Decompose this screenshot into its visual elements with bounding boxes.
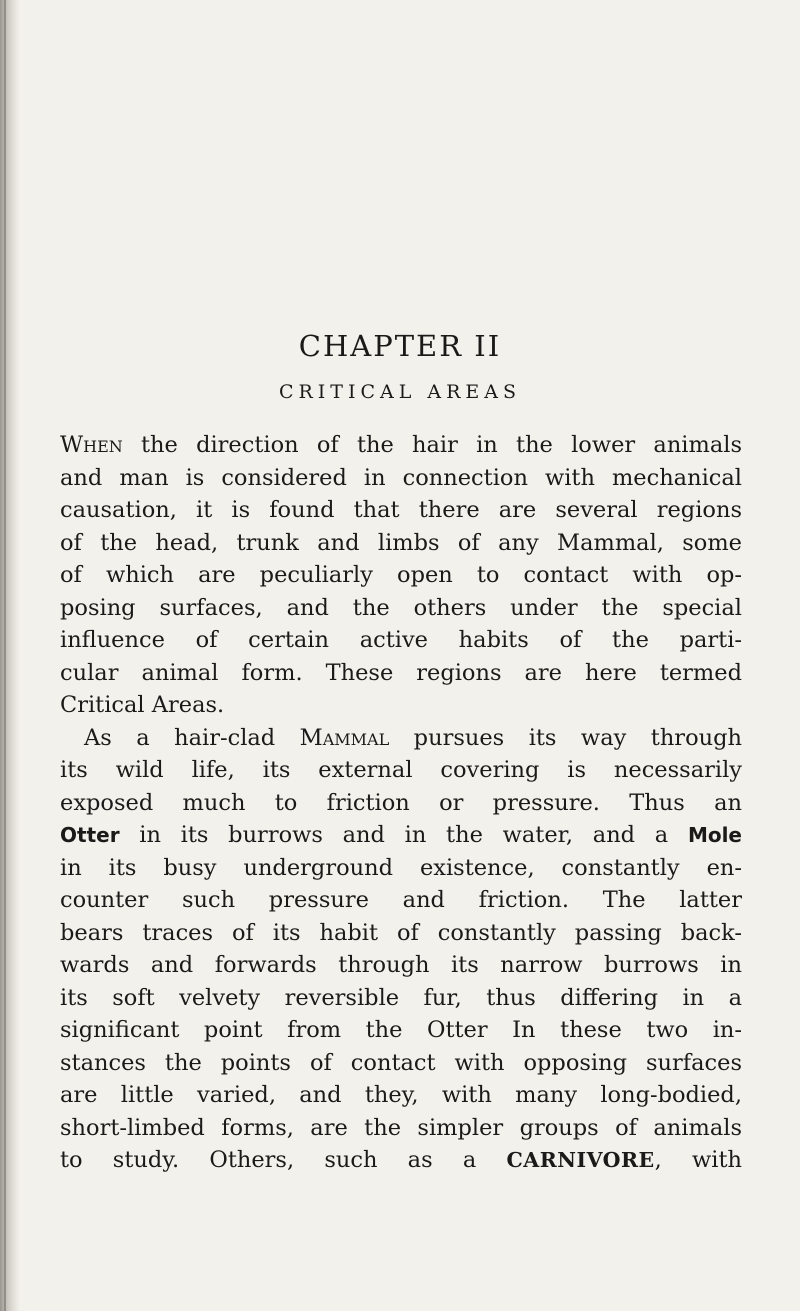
- text-line: [60, 429, 742, 462]
- text-line: of the head, trunk and limbs of any Mammal, some: [60, 529, 742, 556]
- line-text: to study. Others, such as a: [60, 1147, 507, 1173]
- term-carnivore: CARNIVORE: [506, 1148, 655, 1172]
- text-line: influence of certain active habits of the parti-: [60, 627, 742, 653]
- text-line: of which are peculiarly open to contact with op-: [60, 562, 742, 588]
- text-line: and man is considered in connection with mechanical: [60, 464, 742, 491]
- lead-word: When: [60, 432, 123, 458]
- term-mammal: Mammal: [299, 724, 390, 751]
- text-line: exposed much to friction or pressure. Thus an: [60, 789, 742, 816]
- text-line: significant point from the Otter In these two in-: [60, 1017, 742, 1043]
- text-line: Critical Areas.: [60, 692, 225, 718]
- body-text: [60, 429, 742, 1177]
- text-line: causation, it is found that there are several regions: [60, 497, 742, 523]
- term-otter: Otter: [60, 823, 120, 847]
- chapter-subtitle: CRITICAL AREAS: [278, 381, 522, 403]
- text-line: bears traces of its habit of constantly passing back-: [60, 919, 742, 946]
- line-text: , with: [654, 1147, 742, 1173]
- text-line: its wild life, its external covering is necessarily: [60, 757, 742, 783]
- line-text: pursues its way through: [389, 724, 742, 751]
- text-line: [60, 722, 742, 755]
- text-line: are little varied, and they, with many long-bodied,: [60, 1082, 742, 1108]
- text-line: wards and forwards through its narrow burrows in: [60, 952, 742, 978]
- text-line: [60, 1144, 742, 1177]
- text-line: cular animal form. These regions are here termed: [60, 659, 742, 686]
- term-mole: Mole: [687, 823, 742, 847]
- text-line: stances the points of contact with opposing surfaces: [60, 1049, 742, 1076]
- chapter-title: CHAPTER II: [298, 329, 502, 363]
- text-line: counter such pressure and friction. The latter: [60, 887, 742, 913]
- text-line: [60, 819, 742, 852]
- page-binding-line: [4, 0, 6, 1311]
- line-text: in its burrows and in the water, and a: [119, 822, 688, 848]
- page-binding-edge: [0, 0, 20, 1311]
- line-text: As a hair-clad: [84, 724, 300, 751]
- text-line: posing surfaces, and the others under the special: [60, 594, 742, 621]
- text-line: short-limbed forms, are the simpler groups of animals: [60, 1114, 742, 1141]
- text-line: in its busy underground existence, constantly en-: [60, 854, 742, 881]
- text-line: its soft velvety reversible fur, thus differing in a: [60, 984, 742, 1011]
- line-text: the direction of the hair in the lower animals: [122, 432, 742, 458]
